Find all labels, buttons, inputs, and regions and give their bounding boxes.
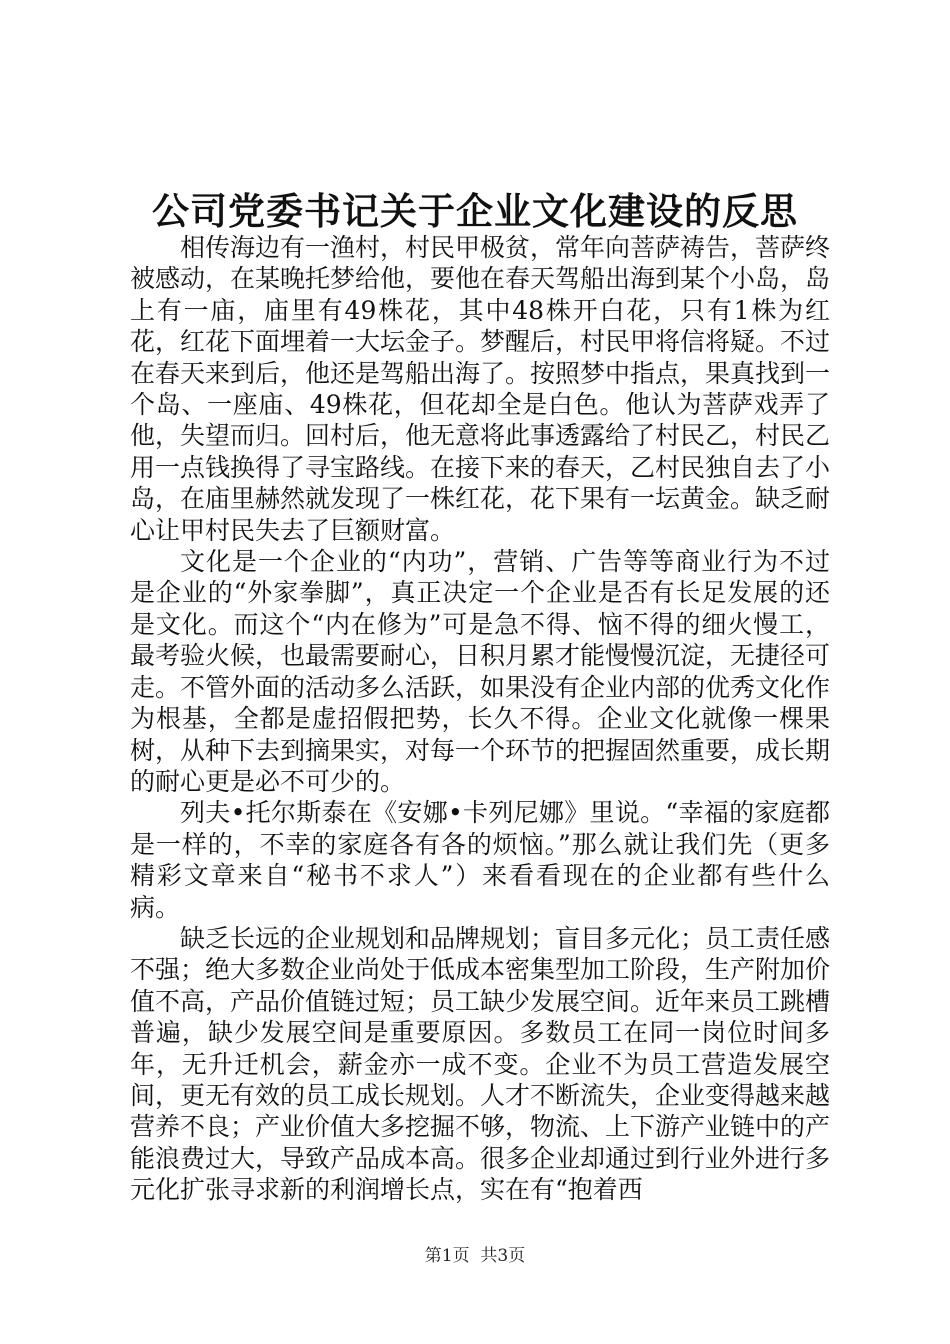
document-title: 公司党委书记关于企业文化建设的反思 [152, 189, 798, 233]
paragraph-problems: 缺乏长远的企业规划和品牌规划；盲目多元化；员工责任感不强；绝大多数企业尚处于低成本密集型加工阶段，生产附加价值不高，产品价值链过短；员工缺少发展空间。近年来员工跳槽普遍，缺少发展空间是重要原因。多数员工在同一岗位时间多年，无升迁机会，薪金亦一成不变。企业不为员工营造发展空间，更无有效的员工成长规划。人才不断流失，企业变得越来越营养不良；产业价值大多挖掘不够，物流、上下游产业链中的产能浪费过大，导致产品成本高。很多企业却通过到行业外进行多元化扩张寻求新的利润增长点，实在有“抱着西 [130, 923, 831, 1205]
page-total: 共3页 [480, 1246, 526, 1266]
page-number: 第1页 [424, 1246, 470, 1266]
page-footer [0, 1245, 950, 1267]
paragraph-tolstoy: 列夫•托尔斯泰在《安娜•卡列尼娜》里说。“幸福的家庭都是一样的，不幸的家庭各有各的烦恼。”那么就让我们先（更多精彩文章来自“秘书不求人”）来看看现在的企业都有些什么病。 [130, 798, 830, 922]
document-body [130, 232, 830, 1206]
paragraph-culture: 文化是一个企业的“内功”，营销、广告等等商业行为不过是企业的“外家拳脚”，真正决定一个企业是否有长足发展的还是文化。而这个“内在修为”可是急不得、恼不得的细火慢工，最考验火候，也最需要耐心，日积月累才能慢慢沉淀，无捷径可走。不管外面的活动多么活跃，如果没有企业内部的优秀文化作为根基，全都是虚招假把势，长久不得。企业文化就像一棵果树，从种下去到摘果实，对每一个环节的把握固然重要，成长期的耐心更是必不可少的。 [130, 547, 831, 796]
paragraph-fable: 相传海边有一渔村，村民甲极贫，常年向菩萨祷告，菩萨终被感动，在某晚托梦给他，要他在春天驾船出海到某个小岛，岛上有一庙，庙里有49株花，其中48株开白花，只有1株为红花，红花下面埋着一大坛金子。梦醒后，村民甲将信将疑。不过在春天来到后，他还是驾船出海了。按照梦中指点，果真找到一个岛、一座庙、49株花，但花却全是白色。他认为菩萨戏弄了他，失望而归。回村后，他无意将此事透露给了村民乙，村民乙用一点钱换得了寻宝路线。在接下来的春天，乙村民独自去了小岛，在庙里赫然就发现了一株红花，花下果有一坛黄金。缺乏耐心让甲村民失去了巨额财富。 [130, 233, 831, 545]
